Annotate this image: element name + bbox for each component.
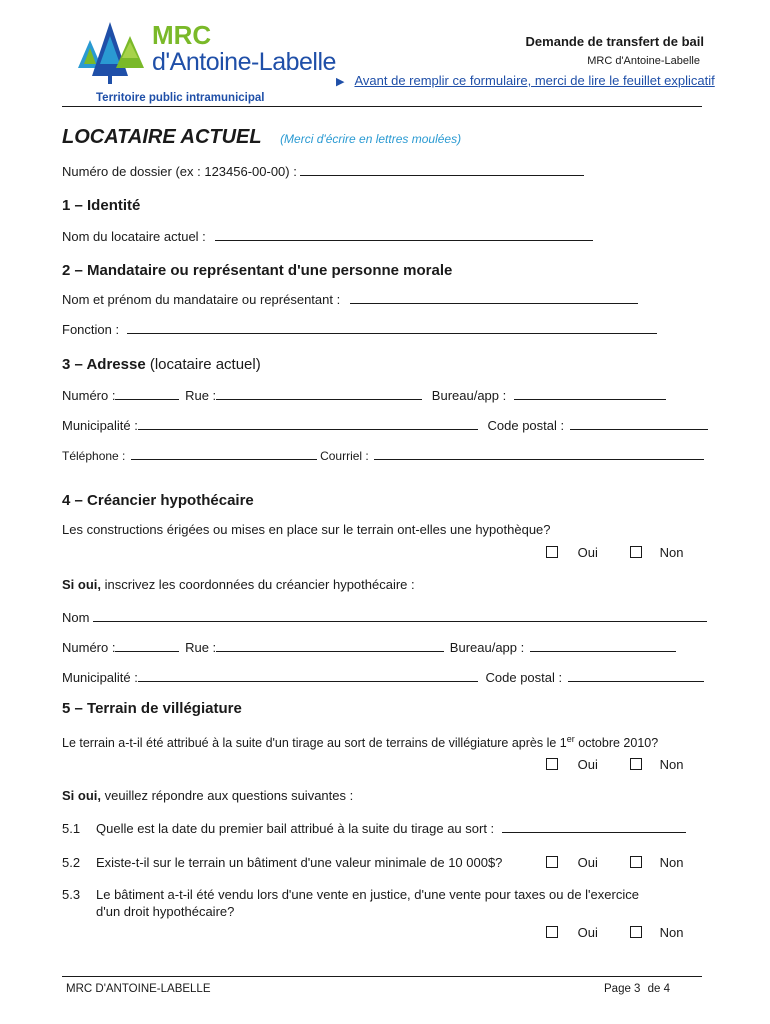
dossier-field[interactable]: [300, 163, 584, 176]
section-title-text: LOCATAIRE ACTUEL: [62, 126, 262, 148]
s3-row2: [62, 417, 708, 433]
s5-oui-checkbox[interactable]: [546, 758, 558, 770]
s2-name-row: [62, 291, 638, 307]
tree-logo-icon: [70, 18, 148, 90]
logo-caption: Territoire public intramunicipal: [96, 92, 265, 104]
s5-question-post: octobre 2010?: [578, 736, 659, 751]
s4-nom-field[interactable]: [93, 609, 707, 622]
s3-tel-field[interactable]: [131, 447, 317, 460]
s4-numero-label: Numéro :: [62, 640, 116, 655]
s4-muni-label: Municipalité :: [62, 670, 138, 685]
s4-title: 4 – Créancier hypothécaire: [62, 492, 254, 509]
s4-rue-label: Rue :: [185, 640, 217, 655]
s5-non-label: Non: [659, 757, 684, 772]
s4-oui-option[interactable]: [546, 545, 598, 560]
s5-oui-label: Oui: [577, 757, 598, 772]
footer-page-label: Page 3: [604, 983, 641, 995]
dossier-label: Numéro de dossier (ex : 123456-00-00) :: [62, 164, 297, 179]
s4-nom-label: Nom: [62, 610, 90, 625]
s4-row-numero: [62, 639, 676, 655]
s3-email-label: Courriel :: [320, 449, 369, 463]
s5-q3-line2: d'un droit hypothécaire?: [96, 904, 235, 919]
s2-function-label: Fonction :: [62, 322, 120, 337]
s4-row-muni: [62, 669, 704, 685]
s3-tel-label: Téléphone :: [62, 449, 126, 463]
s5-q2-non-option[interactable]: [630, 855, 683, 870]
footer-org: MRC D'ANTOINE-LABELLE: [66, 983, 211, 995]
s3-bureau-label: Bureau/app :: [431, 388, 507, 403]
s3-title: [62, 356, 261, 373]
s5-q1-row: [62, 820, 686, 836]
s4-bureau-field[interactable]: [530, 639, 676, 652]
instruction-link[interactable]: [336, 73, 715, 88]
s5-non-checkbox[interactable]: [630, 758, 642, 770]
s3-postal-label: Code postal :: [487, 418, 565, 433]
doc-title: Demande de transfert de bail: [525, 34, 704, 49]
s2-function-field[interactable]: [127, 321, 657, 334]
s5-q3-oui-label: Oui: [577, 925, 598, 940]
s5-q2-oui-option[interactable]: [546, 855, 598, 870]
s4-non-checkbox[interactable]: [630, 546, 642, 558]
s5-q3-line1: Le bâtiment a-t-il été vendu lors d'une vente en justice, d'une vente pour taxes ou de l'exercice: [96, 887, 639, 902]
s5-question-sup: er: [566, 734, 575, 744]
logo-brand: MRC: [152, 20, 212, 50]
s5-q2-oui-label: Oui: [577, 855, 598, 870]
s3-bureau-field[interactable]: [514, 387, 666, 400]
section-note: (Merci d'écrire en lettres moulées): [280, 132, 462, 146]
logo-name: d'Antoine-Labelle: [152, 48, 336, 76]
s2-name-field[interactable]: [350, 291, 638, 304]
s1-name-field[interactable]: [215, 228, 593, 241]
s5-if-yes-bold: Si oui,: [62, 788, 101, 803]
dossier-row: [62, 163, 584, 179]
s2-name-label: Nom et prénom du mandataire ou représentant :: [62, 292, 341, 307]
s3-rue-label: Rue :: [185, 388, 217, 403]
s4-numero-field[interactable]: [115, 639, 179, 652]
s4-bureau-label: Bureau/app :: [449, 640, 525, 655]
s5-if-yes-text: veuillez répondre aux questions suivantes :: [104, 788, 354, 803]
s3-muni-label: Municipalité :: [62, 418, 138, 433]
s5-q3-oui-checkbox[interactable]: [546, 926, 558, 938]
s4-muni-field[interactable]: [138, 669, 478, 682]
s4-if-yes-bold: Si oui,: [62, 577, 101, 592]
s4-if-yes-text: inscrivez les coordonnées du créancier hypothécaire :: [104, 577, 415, 592]
s4-rue-field[interactable]: [216, 639, 444, 652]
s3-row1: [62, 387, 666, 403]
s5-q2-text: Existe-t-il sur le terrain un bâtiment d'une valeur minimale de 10 000$?: [96, 855, 503, 870]
s3-row3: [62, 447, 704, 463]
s3-title-normal: (locataire actuel): [149, 356, 261, 373]
doc-org: MRC d'Antoine-Labelle: [587, 55, 700, 67]
s3-numero-label: Numéro :: [62, 388, 116, 403]
s2-function-row: [62, 321, 657, 337]
s4-oui-checkbox[interactable]: [546, 546, 558, 558]
s4-postal-field[interactable]: [568, 669, 704, 682]
s5-question-pre: Le terrain a-t-il été attribué à la suite d'un tirage au sort de terrains de villégiature après le 1: [62, 736, 567, 751]
s5-q3-row: [62, 887, 639, 902]
s5-q2-num: 5.2: [62, 855, 81, 870]
footer-page-of: de 4: [647, 983, 671, 995]
s5-q2-row: [62, 855, 502, 870]
s5-oui-option[interactable]: [546, 757, 598, 772]
s3-email-field[interactable]: [374, 447, 704, 460]
s5-title: 5 – Terrain de villégiature: [62, 700, 242, 717]
s5-q1-field[interactable]: [502, 820, 686, 833]
s1-name-label: Nom du locataire actuel :: [62, 229, 206, 244]
s3-rue-field[interactable]: [216, 387, 422, 400]
s5-q1-text: Quelle est la date du premier bail attribué à la suite du tirage au sort :: [96, 821, 495, 836]
header-rule: [62, 106, 702, 107]
s5-q2-non-checkbox[interactable]: [630, 856, 642, 868]
footer-rule: [62, 976, 702, 977]
s5-q3-non-option[interactable]: [630, 925, 683, 940]
s5-non-option[interactable]: [630, 757, 683, 772]
section-title: [62, 126, 461, 149]
instruction-text: Avant de remplir ce formulaire, merci de lire le feuillet explicatif: [354, 73, 715, 88]
s4-if-yes: [62, 577, 415, 592]
arrow-right-icon: ▶: [336, 76, 345, 88]
s5-q2-non-label: Non: [659, 855, 684, 870]
s1-name-row: [62, 228, 593, 244]
s5-q3-num: 5.3: [62, 887, 81, 902]
s1-title: 1 – Identité: [62, 197, 141, 214]
footer-page: [604, 983, 670, 995]
s4-non-option[interactable]: [630, 545, 683, 560]
s5-q1-num: 5.1: [62, 821, 81, 836]
s5-if-yes: [62, 788, 353, 803]
s5-q2-oui-checkbox[interactable]: [546, 856, 558, 868]
s5-q3-oui-option[interactable]: [546, 925, 598, 940]
s2-title: 2 – Mandataire ou représentant d'une personne morale: [62, 262, 453, 279]
s5-q3-non-label: Non: [659, 925, 684, 940]
s3-postal-field[interactable]: [570, 417, 708, 430]
s4-non-label: Non: [659, 545, 684, 560]
s3-title-bold: 3 – Adresse: [62, 356, 146, 373]
logo: [70, 18, 336, 90]
s4-nom-row: [62, 609, 707, 625]
s3-muni-field[interactable]: [138, 417, 478, 430]
s5-q3-non-checkbox[interactable]: [630, 926, 642, 938]
s4-postal-label: Code postal :: [485, 670, 563, 685]
s3-numero-field[interactable]: [115, 387, 179, 400]
s4-question: Les constructions érigées ou mises en place sur le terrain ont-elles une hypothèque?: [62, 522, 551, 537]
s5-question: [62, 734, 658, 750]
s4-oui-label: Oui: [577, 545, 598, 560]
